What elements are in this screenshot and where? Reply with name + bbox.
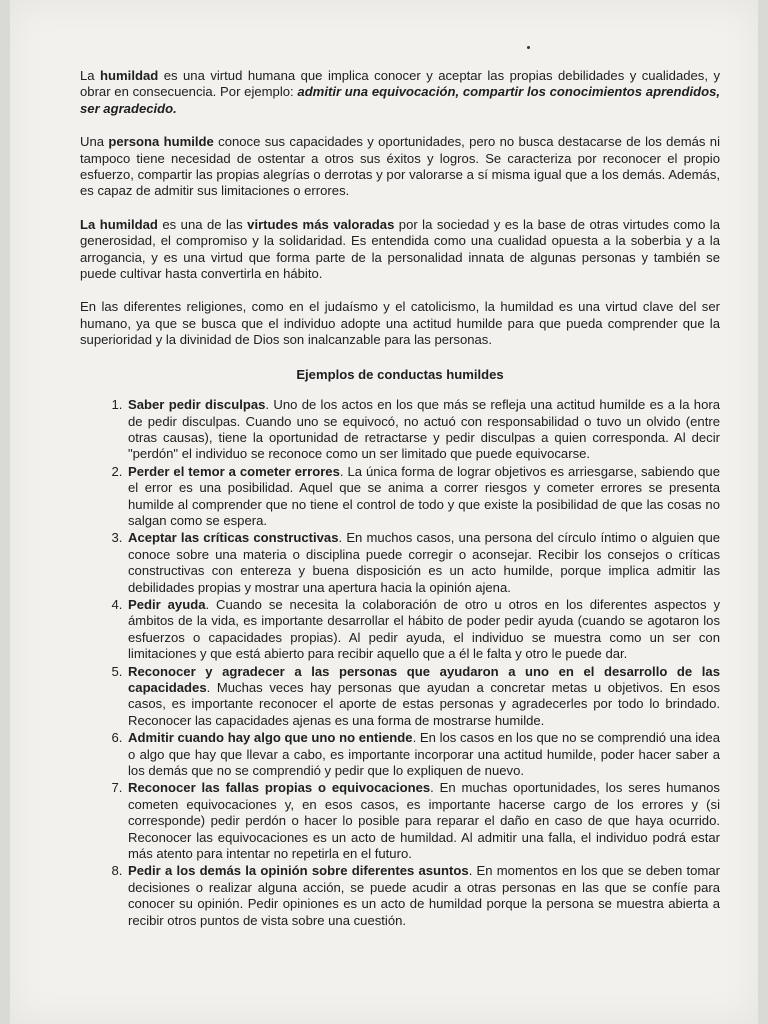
list-item: 2. Perder el temor a cometer errores. La única forma de lograr objetivos es arriesgarse, sabiendo que el error es una posibilidad. Aquel que se anima a correr riesgos y cometer errores se presenta humilde al comprender que no tiene el control de todo y que existe la posibilidad de que las cosas no salgan como se espera.	[126, 464, 720, 530]
section-heading: Ejemplos de conductas humildes	[296, 366, 504, 382]
examples-list	[80, 397, 720, 929]
list-item: 4. Pedir ayuda. Cuando se necesita la colaboración de otro u otros en los diferentes aspectos y ámbitos de la vida, es importante desarrollar el hábito de poder pedir ayuda (cuando se agotaron los esfuerzos o capacidades propias). Al pedir ayuda, el individuo se muestra como un ser con limitaciones y que está abierto para recibir aquello que a él le falta y otro le puede dar.	[126, 597, 720, 663]
paragraph-valued-virtue: La humildad es una de las virtudes más valoradas por la sociedad y es la base de otras virtudes como la generosidad, el compromiso y la solidaridad. Es entendida como una cualidad opuesta a la soberbia y a la arrogancia, y es una virtud que forma parte de la personalidad innata de algunas personas y también se puede cultivar hasta convertirla en hábito.	[80, 216, 720, 282]
paragraph-religions: En las diferentes religiones, como en el judaísmo y el catolicismo, la humildad es una virtud clave del ser humano, ya que se busca que el individuo adopte una actitud humilde para que pueda comprender que la superioridad y la divinidad de Dios son inalcanzable para las personas.	[80, 299, 720, 348]
list-item: 8. Pedir a los demás la opinión sobre diferentes asuntos. En momentos en los que se deben tomar decisiones o realizar alguna acción, se puede acudir a otras personas en las que se confíe para conocer su opinión. Pedir opiniones es un acto de humildad porque la persona se muestra abierta a recibir otros puntos de vista sobre una cuestión.	[126, 863, 720, 929]
speck-mark	[527, 46, 530, 49]
paragraph-humble-person: Una persona humilde conoce sus capacidades y oportunidades, pero no busca destacarse de los demás ni tampoco tiene necesidad de ostentar a otros sus éxitos y logros. Se caracteriza por reconocer el propio esfuerzo, compartir las propias alegrías o derrotas y por valorarse a sí misma igual que a los demás. Además, es capaz de admitir sus limitaciones o errores.	[80, 134, 720, 199]
list-item: 6. Admitir cuando hay algo que uno no entiende. En los casos en los que no se comprendió una idea o algo que hay que llevar a cabo, es importante incorporar una actitud humilde, poder hacer saber a los demás que no se comprendió y pedir que lo expliquen de nuevo.	[126, 730, 720, 779]
list-item: 3. Aceptar las críticas constructivas. En muchos casos, una persona del círculo íntimo o alguien que conoce sobre una materia o disciplina puede corregir o aconsejar. Recibir los consejos o críticas constructivas con entereza y buena disposición es un acto humilde, porque implica admitir las debilidades propias y mostrar una apertura hacia la opinión ajena.	[126, 530, 720, 596]
document-body	[80, 68, 720, 930]
list-item: 1. Saber pedir disculpas. Uno de los actos en los que más se refleja una actitud humilde es a la hora de pedir disculpas. Cuando uno se equivocó, no actuó con responsabilidad o tuvo un olvido (entre otras causas), tiene la oportunidad de retractarse y pedir disculpas a quien corresponda. Al decir "perdón" el individuo se reconoce como un ser limitado que puede equivocarse.	[126, 397, 720, 463]
list-item: 5. Reconocer y agradecer a las personas que ayudaron a uno en el desarrollo de las capacidades. Muchas veces hay personas que ayudan a concretar metas u objetivos. En esos casos, es importante reconocer el aporte de estas personas y agradecerles por todo lo brindado. Reconocer las capacidades ajenas es una forma de mostrarse humilde.	[126, 664, 720, 730]
scanned-page	[10, 0, 758, 1024]
paragraph-definition: La humildad es una virtud humana que implica conocer y aceptar las propias debilidades y cualidades, y obrar en consecuencia. Por ejemplo: admitir una equivocación, compartir los conocimientos aprendidos, ser agradecido.	[80, 68, 721, 116]
list-item: 7. Reconocer las fallas propias o equivocaciones. En muchas oportunidades, los seres humanos cometen equivocaciones y, en esos casos, es importante hacerse cargo de los errores y (si corresponde) pedir perdón o hacer lo posible para reparar el daño en caso de que haya ocurrido. Reconocer las equivocaciones es un acto de humildad. Al admitir una falla, el individuo podrá estar más atento para intentar no repetirla en el futuro.	[126, 780, 720, 862]
